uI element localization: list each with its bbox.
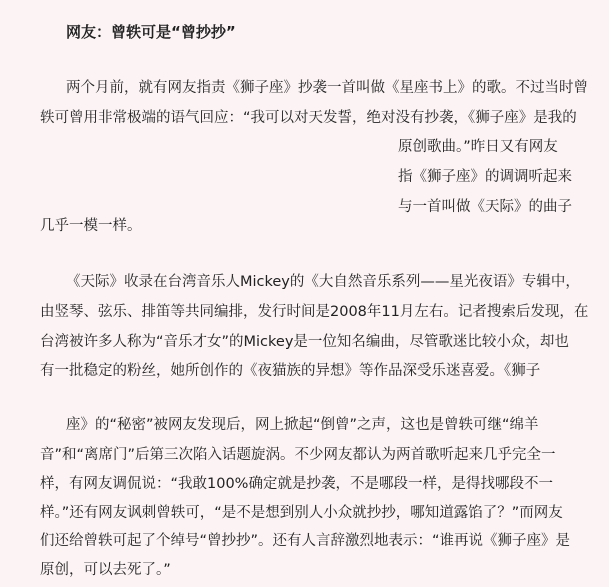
paragraph-line: 指《狮子座》的调调听起来	[398, 169, 572, 185]
paragraph-line: 由竖琴、弦乐、排笛等共同编排，发行时间是2008年11月左右。记者搜索后发现，在	[40, 304, 589, 320]
paragraph-line: 样。”还有网友讽刺曾轶可，“是不是想到别人小众就抄抄，哪知道露馅了？”而网友	[40, 505, 563, 521]
paragraph-line: 几乎一模一样。	[40, 218, 142, 234]
paragraph-line: 们还给曾轶可起了个绰号“曾抄抄”。还有人言辞激烈地表示：“谁再说《狮子座》是	[40, 533, 571, 549]
paragraph-line: 《天际》收录在台湾音乐人Mickey的《大自然音乐系列——星光夜语》专辑中，	[66, 274, 580, 290]
paragraph-line: 台湾被许多人称为“音乐才女”的Mickey是一位知名编曲，尽管歌迷比较小众，却也	[40, 334, 569, 350]
paragraph-line: 样，有网友调侃说：“我敢100%确定就是抄袭，不是哪段一样，是得找哪段不一	[40, 476, 553, 492]
paragraph-line: 原创歌曲。”昨日又有网友	[398, 139, 558, 155]
article-heading: 网友：曾轶可是“曾抄抄”	[66, 23, 236, 41]
paragraph-line: 有一批稳定的粉丝，她所创作的《夜猫族的异想》等作品深受乐迷喜爱。《狮子	[40, 363, 541, 379]
paragraph-line: 座》的“秘密”被网友发现后，网上掀起“倒曾”之声，这也是曾轶可继“绵羊	[66, 417, 539, 433]
paragraph-line: 轶可曾用非常极端的语气回应：“我可以对天发誓，绝对没有抄袭，《狮子座》是我的	[40, 110, 577, 126]
paragraph-line: 两个月前，就有网友指责《狮子座》抄袭一首叫做《星座书上》的歌。不过当时曾	[66, 80, 588, 96]
paragraph-line: 原创，可以去死了。”	[40, 562, 171, 578]
paragraph-line: 音”和“离席门”后第三次陷入话题旋涡。不少网友都认为两首歌听起来几乎完全一	[40, 447, 556, 463]
paragraph-line: 与一首叫做《天际》的曲子	[398, 199, 572, 215]
